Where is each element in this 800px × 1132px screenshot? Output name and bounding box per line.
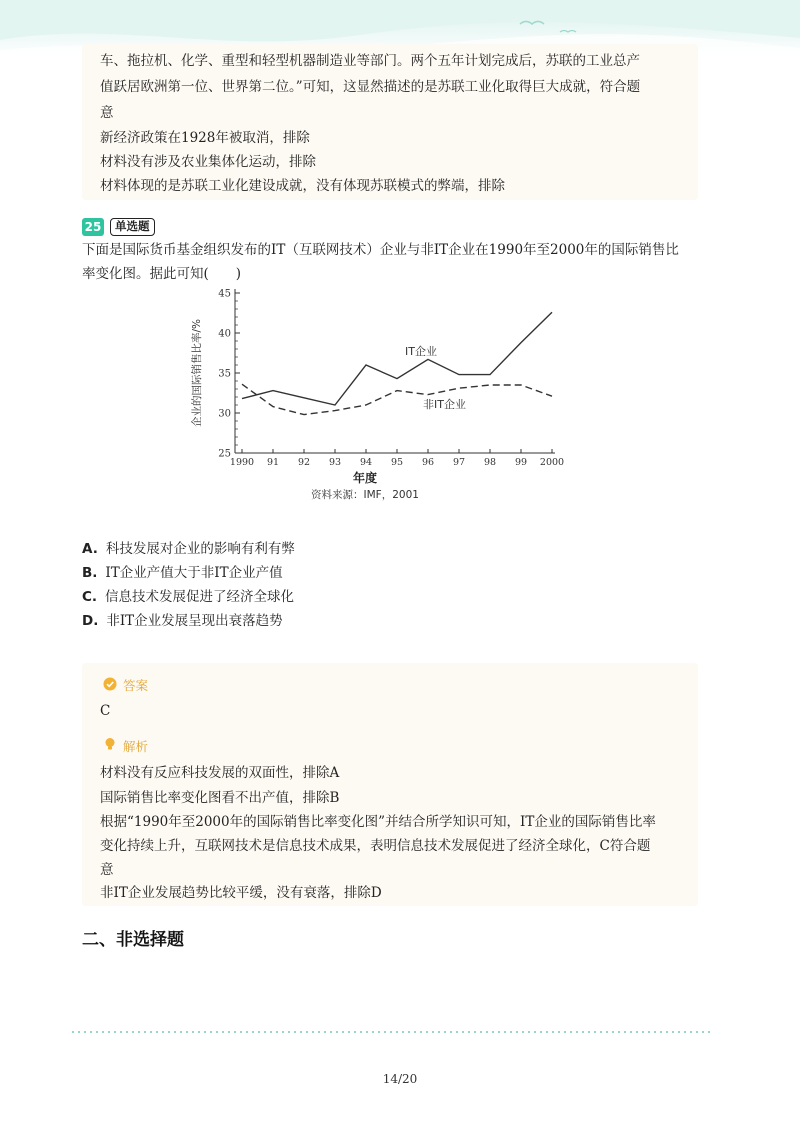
option-b[interactable] (82, 563, 283, 583)
sales-ratio-chart (180, 285, 580, 505)
question-stem-line: 下面是国际货币基金组织发布的IT（互联网技术）企业与非IT企业在1990年至2000年的国际销售比 (82, 242, 679, 258)
x-tick-label: 97 (452, 457, 466, 468)
x-tick-label: 93 (328, 457, 342, 468)
footer-divider (70, 1031, 710, 1033)
prev-analysis-line: 值跃居欧洲第一位、世界第二位。”可知，这显然描述的是苏联工业化取得巨大成就，符合题 (100, 79, 641, 95)
option-a[interactable] (82, 539, 295, 559)
x-tick-label: 1990 (229, 457, 255, 468)
option-text: 科技发展对企业的影响有利有弊 (105, 541, 295, 557)
option-letter: C. (82, 589, 98, 605)
lightbulb-icon (103, 737, 117, 751)
analysis-line: 材料没有反应科技发展的双面性，排除A (100, 765, 340, 781)
line-chart-svg (180, 285, 580, 505)
option-c[interactable] (82, 587, 294, 607)
analysis-label: 解析 (123, 739, 149, 754)
page-number: 14/20 (382, 1072, 418, 1086)
x-tick-label: 92 (297, 457, 311, 468)
x-axis-label: 年度 (352, 471, 378, 485)
chart-source: 资料来源：IMF，2001 (311, 489, 419, 501)
x-tick-label: 2000 (539, 457, 565, 468)
x-tick-label: 94 (359, 457, 373, 468)
section-title: 二、非选择题 (82, 930, 184, 950)
x-tick-label: 99 (514, 457, 528, 468)
answer-label: 答案 (123, 678, 149, 693)
x-tick-label: 95 (390, 457, 404, 468)
y-tick-label: 25 (218, 448, 231, 460)
prev-analysis-line: 新经济政策在1928年被取消，排除 (100, 130, 310, 146)
series-label-non-it: 非IT企业 (423, 398, 466, 411)
analysis-line: 根据“1990年至2000年的国际销售比率变化图”并结合所学知识可知，IT企业的国际销售比率 (100, 814, 656, 830)
prev-analysis-line: 材料没有涉及农业集体化运动，排除 (100, 154, 316, 170)
analysis-line: 意 (100, 862, 114, 878)
answer-analysis-box (82, 663, 698, 906)
option-d[interactable] (82, 611, 283, 631)
check-circle-icon (103, 677, 117, 691)
option-letter: A. (82, 541, 98, 557)
y-tick-label: 35 (218, 368, 231, 380)
x-tick-label: 96 (421, 457, 435, 468)
y-tick-label: 30 (218, 408, 231, 420)
non-it-series-line (242, 384, 552, 414)
y-tick-label: 40 (218, 328, 231, 340)
x-tick-label: 91 (266, 457, 280, 468)
analysis-line: 非IT企业发展趋势比较平缓，没有衰落，排除D (100, 885, 382, 901)
prev-analysis-line: 车、拖拉机、化学、重型和轻型机器制造业等部门。两个五年计划完成后，苏联的工业总产 (100, 53, 640, 69)
prev-analysis-line: 材料体现的是苏联工业化建设成就，没有体现苏联模式的弊端，排除 (100, 178, 505, 194)
prev-analysis-line: 意 (100, 105, 114, 121)
series-label-it: IT企业 (405, 345, 437, 358)
question-number-badge: 25 (82, 218, 104, 236)
option-letter: B. (82, 565, 98, 581)
y-axis-label: 企业的国际销售比率/% (191, 318, 203, 428)
question-stem-line: 率变化图。据此可知( ) (82, 266, 242, 282)
answer-value: C (100, 703, 111, 719)
x-tick-label: 98 (483, 457, 497, 468)
analysis-line: 国际销售比率变化图看不出产值，排除B (100, 790, 340, 806)
option-text: 信息技术发展促进了经济全球化 (105, 589, 295, 605)
y-tick-label: 45 (218, 288, 231, 300)
question-type-badge: 单选题 (110, 218, 155, 236)
analysis-line: 变化持续上升，互联网技术是信息技术成果，表明信息技术发展促进了经济全球化，C符合题 (100, 838, 651, 854)
option-text: 非IT企业发展呈现出衰落趋势 (106, 613, 283, 629)
option-letter: D. (82, 613, 99, 629)
option-text: IT企业产值大于非IT企业产值 (105, 565, 283, 581)
